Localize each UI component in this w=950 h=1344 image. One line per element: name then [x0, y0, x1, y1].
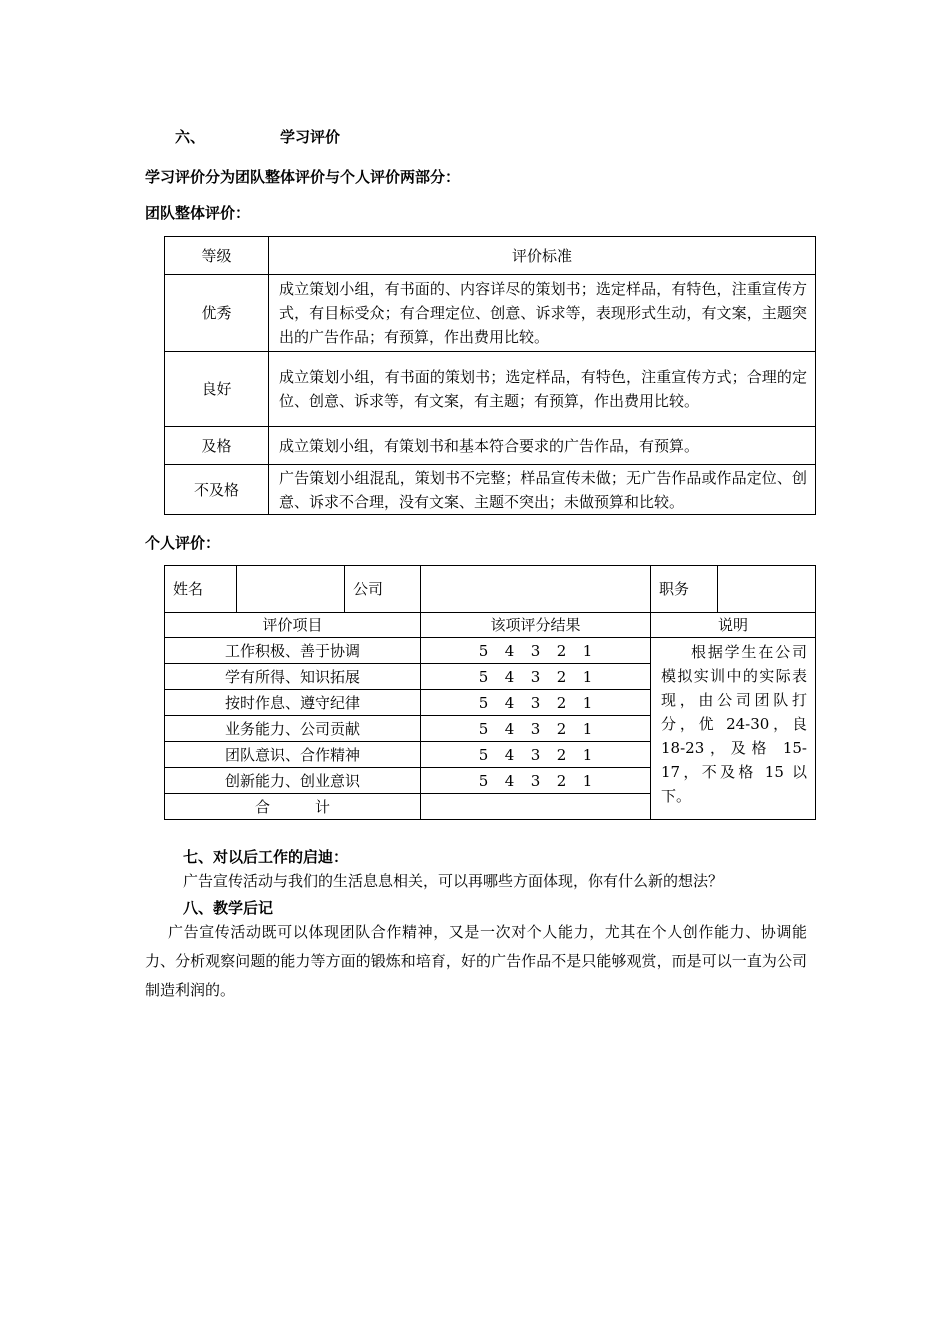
grade-table-header: [165, 237, 816, 275]
col-result-header: 该项评分结果: [421, 613, 651, 638]
company-value: [421, 566, 651, 613]
grade-criteria: 成立策划小组，有策划书和基本符合要求的广告作品，有预算。: [269, 427, 816, 465]
evaluation-intro: 学习评价分为团队整体评价与个人评价两部分：: [145, 168, 461, 186]
grade-criteria: 广告策划小组混乱，策划书不完整；样品宣传未做；无广告作品或作品定位、创意、诉求不合理，没有文案、主题不突出；未做预算和比较。: [269, 465, 816, 515]
company-label: 公司: [345, 566, 421, 613]
score-scale: 5 4 3 2 1: [421, 716, 651, 742]
section7-title: 七、对以后工作的启迪：: [183, 848, 349, 866]
total-label: 合 计: [165, 794, 421, 820]
table-row: [165, 352, 816, 427]
section8-text: 广告宣传活动既可以体现团队合作精神，又是一次对个人能力，尤其在个人创作能力、协调能力、分析观察问题的能力等方面的锻炼和培育，好的广告作品不是只能够观赏，而是可以一直为公司制造利润的。: [145, 923, 807, 999]
table-row: [165, 465, 816, 515]
grade-criteria: 成立策划小组，有书面的、内容详尽的策划书；选定样品，有特色，注重宣传方式，有目标受众；有合理定位、创意、诉求等，表现形式生动，有文案，主题突出的广告作品；有预算，作出费用比较。: [269, 275, 816, 352]
grade-level: 良好: [165, 352, 269, 427]
info-row: [165, 566, 816, 613]
col-note-header: 说明: [651, 613, 816, 638]
section6-title: 学习评价: [280, 128, 341, 146]
item-label: 团队意识、合作精神: [165, 742, 421, 768]
col-item-header: 评价项目: [165, 613, 421, 638]
item-label: 工作积极、善于协调: [165, 638, 421, 664]
personal-evaluation-heading: 个人评价：: [145, 534, 221, 552]
table-row: [165, 275, 816, 352]
grade-level: 优秀: [165, 275, 269, 352]
name-label: 姓名: [165, 566, 237, 613]
personal-evaluation-table: [164, 565, 816, 820]
score-scale: 5 4 3 2 1: [421, 742, 651, 768]
grade-criteria: 成立策划小组，有书面的策划书；选定样品，有特色，注重宣传方式；合理的定位、创意、诉求等，有文案，有主题；有预算，作出费用比较。: [269, 352, 816, 427]
grade-table: [164, 236, 816, 515]
item-label: 创新能力、创业意识: [165, 768, 421, 794]
scoring-note: 根据学生在公司模拟实训中的实际表现，由公司团队打分，优 24-30，良 18-23，及格 15-17，不及格 15 以下。: [651, 638, 816, 820]
score-scale: 5 4 3 2 1: [421, 690, 651, 716]
name-value: [237, 566, 345, 613]
position-value: [718, 566, 816, 613]
section8-title: 八、教学后记: [183, 899, 274, 917]
table-row: [165, 427, 816, 465]
score-scale: 5 4 3 2 1: [421, 638, 651, 664]
team-evaluation-heading: 团队整体评价：: [145, 204, 251, 222]
score-scale: 5 4 3 2 1: [421, 768, 651, 794]
header-level: 等级: [165, 237, 269, 275]
table-row: [165, 638, 816, 664]
item-label: 按时作息、遵守纪律: [165, 690, 421, 716]
column-header-row: [165, 613, 816, 638]
grade-level: 不及格: [165, 465, 269, 515]
header-criteria: 评价标准: [269, 237, 816, 275]
total-value: [421, 794, 651, 820]
section7-text: 广告宣传活动与我们的生活息息相关，可以再哪些方面体现，你有什么新的想法？: [183, 872, 724, 890]
position-label: 职务: [651, 566, 718, 613]
score-scale: 5 4 3 2 1: [421, 664, 651, 690]
grade-level: 及格: [165, 427, 269, 465]
item-label: 学有所得、知识拓展: [165, 664, 421, 690]
item-label: 业务能力、公司贡献: [165, 716, 421, 742]
section6-number: 六、: [175, 128, 206, 146]
